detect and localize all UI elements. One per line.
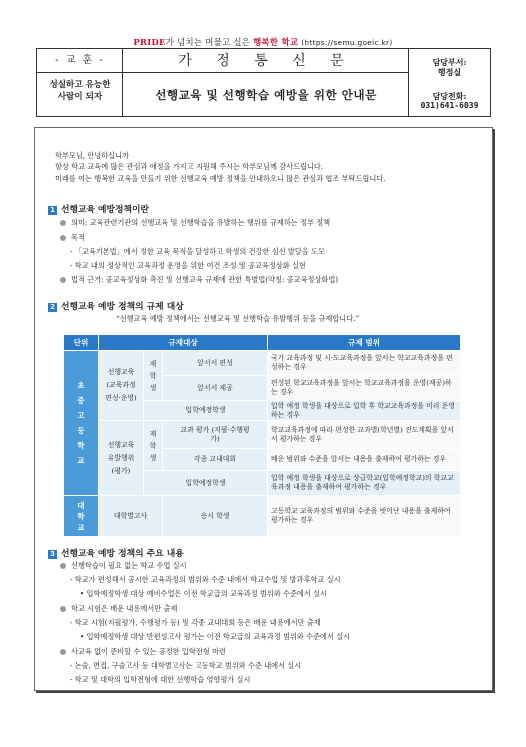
section-3-bullet-2-detail-2: • 입학예정학생 대상 반편성고사 평가는 이전 학교급의 교육과정 범위와 수준에서 실시 (80, 632, 351, 641)
section-3-heading (48, 546, 184, 559)
row-6-label: 입학예정학생 (144, 471, 267, 495)
table-header-scope: 규제 범위 (268, 335, 460, 350)
section-2-heading (48, 299, 184, 312)
motto-text (37, 79, 123, 103)
dept-value: 행정실 (437, 67, 462, 77)
motto-title: - 교 훈 - (37, 49, 123, 73)
section-1-bullet-legal (60, 275, 338, 284)
intro-line-3: 미래를 여는 행복한 교육을 만들기 위한 선행교육 예방 정책을 안내하오니 많은 관심과 협조 부탁드립니다. (55, 174, 386, 183)
row-1-scope: 국가 교육과정 및 시·도교육과정을 앞서는 학교교육과정을 편성하는 경우 (268, 351, 460, 375)
section-3-bullet-3-text: 사교육 없이 준비할 수 있는 공정한 입학전형 마련 (71, 647, 226, 656)
contact-column (409, 49, 490, 116)
row-7-target: 응시 학생 (163, 496, 267, 536)
unit-school: 초중고등학교 (64, 351, 98, 495)
phone-value: 031)641-6039 (420, 101, 479, 110)
row-1-label: 앞서서 편성 (163, 351, 267, 375)
bullet-icon (60, 220, 66, 226)
intro-line-2: 항상 학교 교육에 많은 관심과 애정을 가지고 지원해 주시는 학부모님께 감사드립니다. (55, 162, 324, 171)
slogan-pride: PRIDE (133, 37, 166, 47)
bullet-icon (60, 649, 66, 655)
section-3-bullet-1-text: 선행학습이 필요 없는 학교 수업 실시 (71, 561, 187, 570)
unit-university: 대학교 (64, 496, 98, 536)
slogan-happy-school: 행복한 학교 (253, 37, 299, 47)
section-3-bullet-1 (60, 561, 187, 570)
group-1-label: 선행교육(교육과정 편성·운영) (99, 351, 143, 420)
newsletter-subtitle: 선행교육 및 선행학습 예방을 위한 안내문 (155, 88, 377, 102)
section-1-legal-text: 법적 근거: 공교육정상화 촉진 및 선행교육 규제에 관한 특별법(약칭: 공교육정상화법) (71, 275, 339, 284)
section-1-number: 1 (48, 206, 57, 215)
row-3-label: 입학예정학생 (144, 401, 267, 420)
bullet-icon (60, 277, 66, 283)
row-4-scope: 학교교육과정에 따라 편성한 교과별(학년별) 진도계획을 앞서서 평가하는 경우 (268, 421, 460, 448)
section-3-bullet-1-detail-1: - 학교가 편성해서 공시한 교육과정의 범위와 수준 내에서 학교수업 및 방과후학교 실시 (70, 575, 341, 584)
section-2-quote: “선행교육 예방 정책에서는 선행교육 및 선행학습 유발행위 등을 규제합니다.” (116, 314, 360, 323)
section-3-number: 3 (48, 550, 57, 559)
table-header-unit: 단위 (64, 335, 98, 350)
section-3-title: 선행교육 예방 정책의 주요 내용 (61, 549, 184, 559)
section-1-bullet-meaning (60, 218, 330, 227)
row-7-scope: 고등학교 교육과정의 범위와 수준을 벗어난 내용을 출제하여 평가하는 경우 (268, 496, 460, 536)
section-1-heading (48, 202, 149, 215)
row-7-label: 대학별고사 (99, 496, 162, 536)
bullet-icon (60, 235, 66, 241)
section-3-bullet-2 (60, 604, 177, 613)
slogan-middle: 가 넘치는 머물고 싶은 (165, 37, 251, 47)
section-3-bullet-2-detail-1: - 학교 시험(지필평가, 수행평가 등) 및 각종 교내대회 등은 배운 내용에서만 출제 (70, 618, 321, 627)
section-3-bullet-3-detail-1: - 논술, 면접, 구술고사 등 대학별고사는 고등학교 범위와 수준 내에서 실시 (70, 661, 302, 670)
section-2-number: 2 (48, 303, 57, 312)
section-1-purpose-text: 목적 (71, 233, 85, 242)
group-2-label: 선행교육 유발행위(평가) (99, 421, 143, 495)
group-1-sub: 재학생 (144, 351, 162, 400)
row-5-scope: 배운 범위와 수준을 앞서는 내용을 출제하여 평가하는 경우 (268, 449, 460, 470)
section-1-bullet-purpose (60, 233, 85, 242)
newsletter-header (36, 48, 491, 117)
section-1-meaning-text: 의미: 교육관련기관의 선행교육 및 선행학습을 유발하는 행위를 규제하는 정부 정책 (71, 218, 331, 227)
table-header-target: 규제대상 (99, 335, 267, 350)
section-3-bullet-3-detail-2: - 학교 및 대학의 입학전형에 대한 선행학습 영향평가 실시 (70, 675, 251, 684)
phone-label: 담당전화: (432, 91, 467, 101)
section-3-bullet-1-detail-2: • 입학예정학생 대상 예비수업은 이전 학교급의 교육과정 범위와 수준에서 실시 (80, 589, 327, 598)
section-3-bullet-2-text: 학교 시험은 배운 내용에서만 출제 (71, 604, 178, 613)
dept-label: 담당부서: (432, 57, 467, 67)
school-url: (https://semu.goeic.kr) (301, 38, 393, 47)
school-slogan (40, 36, 486, 48)
section-1-purpose-detail-2: - 학교 내의 정상적인 교육과정 운영을 위한 여건 조성 및 공교육정상화 실현 (70, 261, 306, 270)
section-3-bullet-3 (60, 647, 226, 656)
row-3-scope: 입학 예정 학생을 대상으로 입학 후 학교교육과정을 미리 운영하는 경우 (268, 401, 460, 420)
row-2-scope: 편성된 학교교육과정을 앞서는 학교교육과정을 운영(제공)하는 경우 (268, 376, 460, 400)
intro-line-1: 학부모님, 안녕하십니까 (55, 151, 130, 160)
group-2-sub: 재학생 (144, 421, 162, 470)
dept-info (409, 57, 490, 77)
bullet-icon (60, 606, 66, 612)
row-2-label: 앞서서 제공 (163, 376, 267, 400)
motto-column (37, 49, 123, 116)
title-column (123, 49, 409, 116)
section-1-title: 선행교육 예방정책이란 (61, 205, 150, 215)
section-1-purpose-detail-1: - 「교육기본법」에서 정한 교육 목적을 달성하고 학생의 건강한 심신 발달을 도모 (70, 247, 325, 256)
newsletter-title: 가 정 통 신 문 (123, 49, 409, 73)
motto-line-2: 사람이 되자 (57, 92, 103, 102)
motto-line-1: 성실하고 유능한 (49, 80, 111, 90)
bullet-icon (60, 563, 66, 569)
phone-info (409, 91, 490, 111)
section-2-title: 선행교육 예방 정책의 규제 대상 (61, 302, 184, 312)
row-6-scope: 입학 예정 학생을 대상으로 상급학교(입학예정학교)의 학교교육과정 내용을 출제하여 평가하는 경우 (268, 471, 460, 495)
row-4-label: 교과 평가 (지필·수행평가) (163, 421, 267, 448)
row-5-label: 각종 교내대회 (163, 449, 267, 470)
